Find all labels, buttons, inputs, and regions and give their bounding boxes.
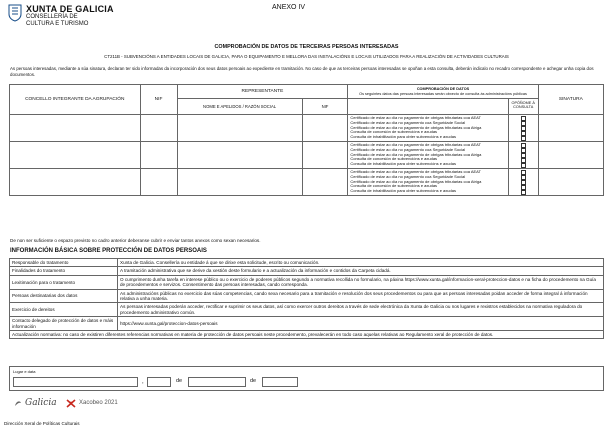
sinatura-cell[interactable] bbox=[538, 169, 603, 196]
col-representante: REPRESENTANTE bbox=[177, 85, 348, 99]
protection-label: Finalidades do tratamento bbox=[10, 267, 118, 275]
protection-table bbox=[9, 258, 604, 339]
xunta-title: XUNTA DE GALICIA bbox=[26, 4, 114, 14]
col-sinatura: SINATURA bbox=[538, 85, 603, 115]
de-text-2: de bbox=[250, 378, 257, 384]
protection-value: A tramitación administrativa que se derive da xestión deste formulario e a actualización da información e contidos da Carpeta cidadá. bbox=[118, 267, 604, 275]
table-row bbox=[10, 115, 604, 142]
protection-link[interactable]: https://www.xunta.gal/proteccion-datos-persoais bbox=[118, 317, 604, 331]
comma-text: , bbox=[142, 379, 144, 385]
day-field[interactable] bbox=[147, 377, 171, 387]
nome-cell[interactable] bbox=[177, 115, 302, 142]
xacobeo-mark-icon bbox=[66, 398, 76, 408]
check-label-concesion: Consulta de concesión de subvencións e axudas bbox=[350, 156, 438, 162]
checkbox[interactable] bbox=[521, 163, 526, 168]
direction-name: Dirección Xeral de Políticas Culturais bbox=[4, 421, 80, 426]
xacobeo-logo bbox=[66, 398, 118, 408]
concello-cell[interactable] bbox=[10, 115, 141, 142]
xacobeo-wordmark: Xacobeo 2021 bbox=[79, 400, 118, 406]
third-parties-table bbox=[9, 84, 604, 196]
concello-cell[interactable] bbox=[10, 142, 141, 169]
protection-label: Exercicio de dereitos bbox=[10, 303, 118, 317]
place-date-label: Lugar e data bbox=[13, 369, 36, 374]
check-labels bbox=[348, 115, 507, 141]
col-check-header bbox=[348, 99, 538, 115]
table-row bbox=[10, 317, 604, 331]
nif-rep-cell[interactable] bbox=[302, 169, 348, 196]
check-label-concesion: Consulta de concesión de subvencións e axudas bbox=[350, 183, 438, 189]
check-label-inhabilitacion: Consulta de inhabilitación para obter subvencións e axudas bbox=[350, 161, 456, 167]
protection-value: O cumprimento dunha tarefa en interese público ou o exercicio de poderes públicos segundo a normativa recollida no formulario, na páxina https://www.xunta.gal/informacion-xeral-proteccion-datos e na ficha do procedemento na Guía de procedementos e servizos. Consentimento das persoas interesadas, cando corresponda. bbox=[118, 275, 604, 289]
col-nome: NOME E APELIDOS / RAZÓN SOCIAL bbox=[177, 99, 302, 115]
col-nif-rep: NIF bbox=[302, 99, 348, 115]
check-label-atriga: Certificado de estar ao día no pagamento de obrigas tributarias coa Atriga bbox=[350, 151, 482, 157]
check-label-atriga: Certificado de estar ao día no pagamento de obrigas tributarias coa Atriga bbox=[350, 124, 482, 130]
nif-cell[interactable] bbox=[140, 115, 177, 142]
check-label-atriga: Certificado de estar ao día no pagamento de obrigas tributarias coa Atriga bbox=[350, 178, 482, 184]
table-row bbox=[10, 303, 604, 317]
place-date-box bbox=[9, 366, 604, 391]
check-label-ss: Certificado de estar ao día no pagamento coa Seguridade Social bbox=[350, 146, 466, 152]
comprobacion-sub: Os seguintes datos das persoas interesadas serán obxecto de consulta ás administracións públicas bbox=[359, 91, 527, 96]
col-concello: CONCELLO INTEGRANTE DA AGRUPACIÓN bbox=[10, 85, 141, 115]
xunta-shield-icon bbox=[8, 4, 22, 22]
check-labels bbox=[348, 142, 507, 168]
protection-label: Responsable do tratamento bbox=[10, 259, 118, 267]
table-row bbox=[10, 169, 604, 196]
sinatura-cell[interactable] bbox=[538, 115, 603, 142]
check-label-aeat: Certificado de estar ao día no pagamento de obrigas tributarias coa AEAT bbox=[350, 169, 481, 174]
check-label-ss: Certificado de estar ao día no pagamento coa Seguridade Social bbox=[350, 119, 466, 125]
sinatura-cell[interactable] bbox=[538, 142, 603, 169]
protection-label: Contacto delegado de protección de datos e máis información bbox=[10, 317, 118, 331]
table-row bbox=[10, 142, 604, 169]
nif-rep-cell[interactable] bbox=[302, 115, 348, 142]
checkbox[interactable] bbox=[521, 136, 526, 141]
checkbox[interactable] bbox=[521, 190, 526, 195]
header-logo bbox=[8, 4, 114, 27]
check-labels bbox=[348, 169, 507, 195]
table-row bbox=[10, 259, 604, 267]
checks-cell bbox=[348, 115, 538, 142]
col-comprobacion bbox=[348, 85, 538, 99]
department-line1: CONSELLERÍA DE bbox=[26, 14, 78, 20]
protection-label: Persoas destinatarias dos datos bbox=[10, 289, 118, 303]
nif-cell[interactable] bbox=[140, 142, 177, 169]
table-row bbox=[10, 275, 604, 289]
opono-checkboxes bbox=[508, 142, 538, 168]
check-header-spacer bbox=[348, 99, 507, 114]
month-field[interactable] bbox=[188, 377, 246, 387]
comprobacion-title: COMPROBACIÓN DE DATOS bbox=[416, 87, 470, 92]
check-label-aeat: Certificado de estar ao día no pagamento de obrigas tributarias coa AEAT bbox=[350, 142, 481, 147]
protection-label: Lexitimación para o tratamento bbox=[10, 275, 118, 289]
checks-cell bbox=[348, 142, 538, 169]
protection-value: Xunta de Galicia. Consellería ou entidade á que se dirixe esta solicitude, escrito ou comunicación. bbox=[118, 259, 604, 267]
check-label-concesion: Consulta de concesión de subvencións e axudas bbox=[350, 129, 438, 135]
table-row bbox=[10, 331, 604, 339]
galicia-swirl-icon bbox=[14, 398, 22, 408]
document-subtitle: CT211B - SUBVENCIÓNS A ENTIDADES LOCAIS DE GALICIA, PARA O EQUIPAMENTO E MELLORA DAS INSTALACIÓNS E LOCAIS UTILIZADOS PARA A REALIZACIÓN DE ACTIVIDADES CULTURAIS bbox=[104, 54, 509, 59]
document-title: COMPROBACIÓN DE DATOS DE TERCEIRAS PERSOAS INTERESADAS bbox=[214, 44, 399, 50]
regulation-update: Actualización normativa: no caso de existiren diferentes referencias normativas en materia de protección de datos persoais neste procedemento, prevalecerán en todo caso aquelas relativas ao Regulamento xeral de protección de datos. bbox=[10, 331, 604, 339]
insufficient-space-note: De non ser suficiente o espazo previsto no cadro anterior deberanse cubrir e enviar tantos anexos como sexan necesarios. bbox=[10, 238, 261, 243]
check-label-inhabilitacion: Consulta de inhabilitación para obter subvencións e axudas bbox=[350, 188, 456, 194]
table-row bbox=[10, 289, 604, 303]
department-line2: CULTURA E TURISMO bbox=[26, 20, 89, 27]
concello-cell[interactable] bbox=[10, 169, 141, 196]
protection-value: As administracións públicas no exercicio das súas competencias, cando sexa necesario para a tramitación e resolución dos seus procedementos ou para que as persoas interesadas poidan acceder de forma integral á información relativa a unha materia. bbox=[118, 289, 604, 303]
place-field[interactable] bbox=[13, 377, 138, 387]
check-label-ss: Certificado de estar ao día no pagamento coa Seguridade Social bbox=[350, 173, 466, 179]
table-row bbox=[10, 267, 604, 275]
nome-cell[interactable] bbox=[177, 142, 302, 169]
check-label-inhabilitacion: Consulta de inhabilitación para obter subvencións e axudas bbox=[350, 134, 456, 140]
de-text-1: de bbox=[176, 378, 183, 384]
col-nif: NIF bbox=[140, 85, 177, 115]
nif-rep-cell[interactable] bbox=[302, 142, 348, 169]
opono-checkboxes bbox=[508, 115, 538, 141]
protection-header: INFORMACIÓN BÁSICA SOBRE PROTECCIÓN DE DATOS PERSOAIS bbox=[10, 248, 207, 254]
checks-cell bbox=[348, 169, 538, 196]
galicia-wordmark: Galicia bbox=[25, 398, 57, 408]
organization-name bbox=[26, 4, 114, 27]
annex-label: ANEXO IV bbox=[272, 4, 306, 11]
intro-text: As persoas interesadas, mediante a súa sinatura, declaran ter sido informadas da incorporación dos seus datos persoais ao expediente en tramitación. No caso de que as terceiras persoas interesadas se opoñan a esta consulta, deberán indicalo no recadro correspondente e achegar unha copia dos documentos. bbox=[10, 66, 594, 77]
check-label-aeat: Certificado de estar ao día no pagamento de obrigas tributarias coa AEAT bbox=[350, 115, 481, 120]
nome-cell[interactable] bbox=[177, 169, 302, 196]
nif-cell[interactable] bbox=[140, 169, 177, 196]
year-field[interactable] bbox=[262, 377, 298, 387]
galicia-logo bbox=[14, 398, 57, 408]
protection-value: As persoas interesadas poderán acceder, rectificar e suprimir os seus datos, así como exercer outros dereitos a través de sede electrónica da Xunta de Galicia ou nos lugares e rexistros establecidos na normativa reguladora do procedemento administrativo común. bbox=[118, 303, 604, 317]
col-opono: OPÓÑOME Á CONSULTA bbox=[508, 99, 538, 114]
opono-checkboxes bbox=[508, 169, 538, 195]
